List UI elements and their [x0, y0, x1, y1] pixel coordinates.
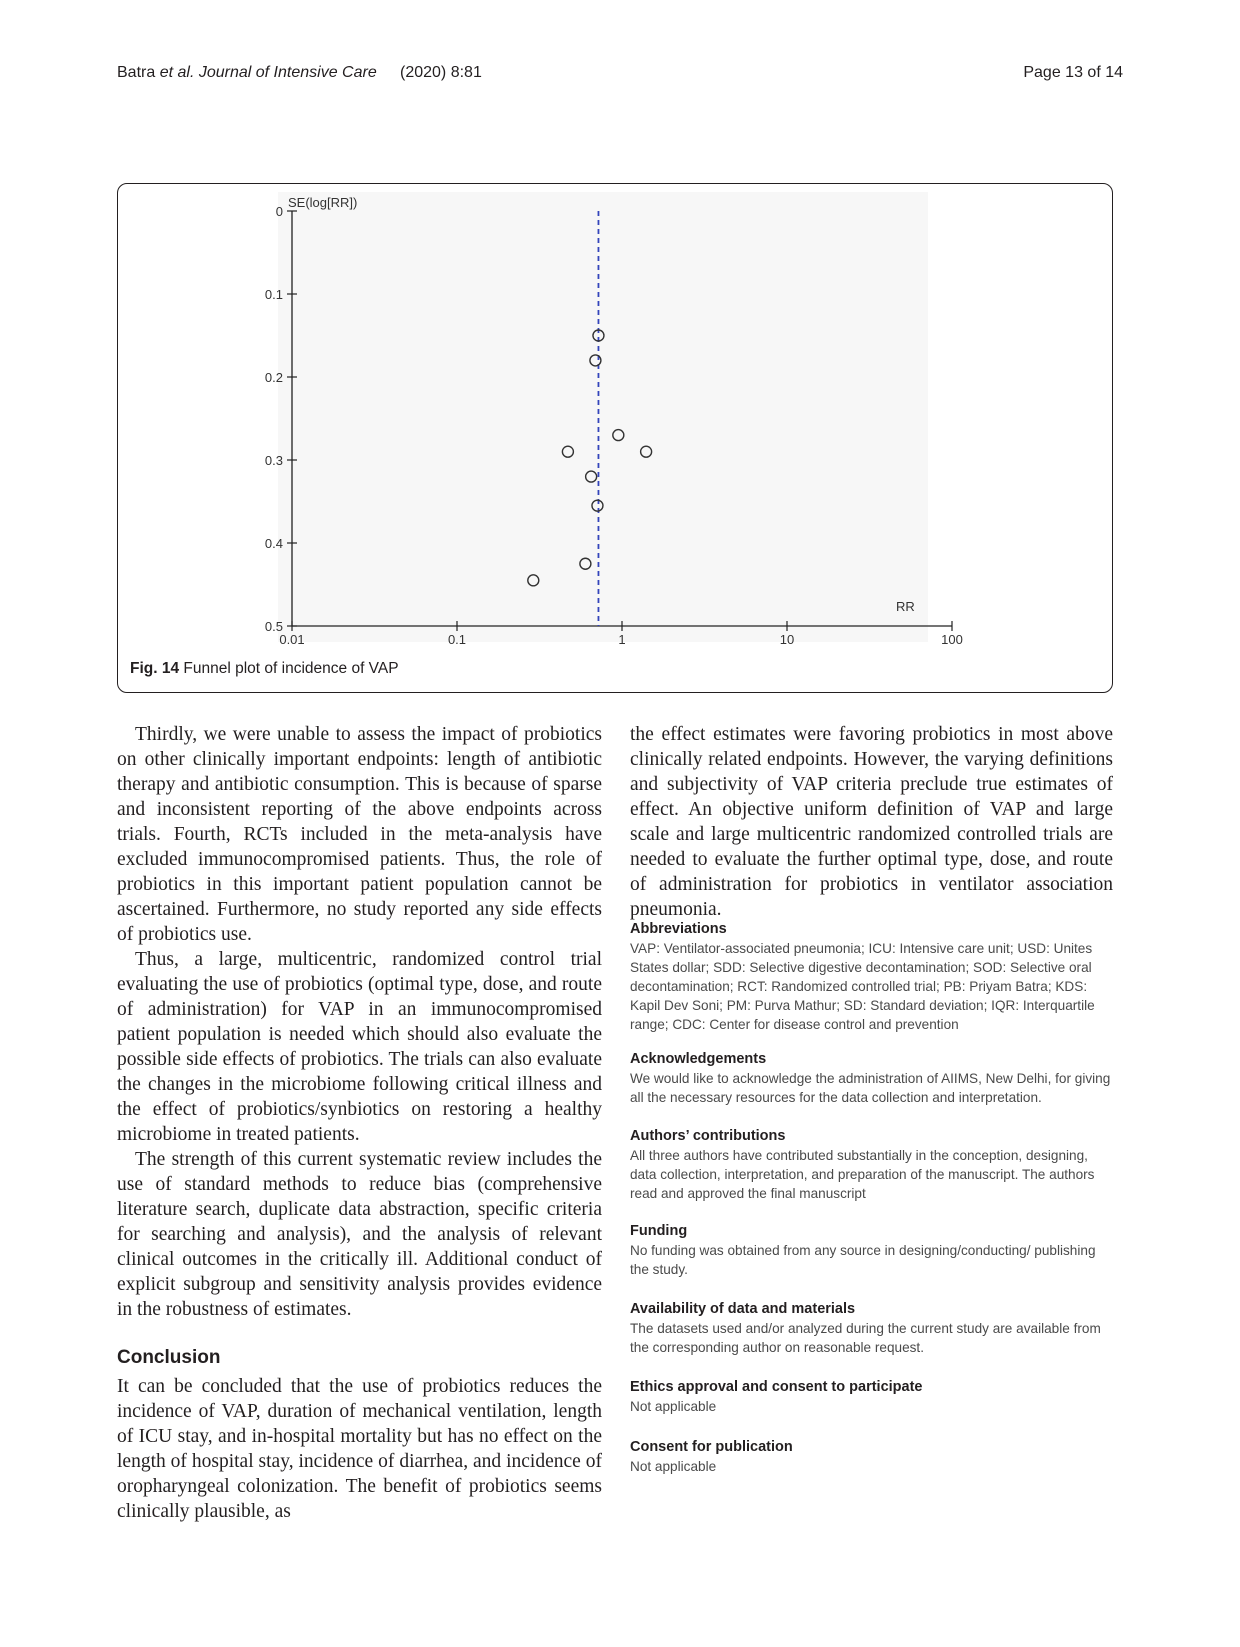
left-text-column [117, 722, 602, 1524]
x-tick-label: 100 [941, 632, 963, 647]
funnel-plot [118, 184, 1114, 654]
consent-heading: Consent for publication [630, 1439, 793, 1455]
header-journal: Journal of Intensive Care [198, 64, 377, 81]
y-tick-label: 0.5 [264, 619, 283, 634]
figure-caption [130, 660, 399, 678]
consent-section [630, 1438, 1113, 1476]
availability-heading: Availability of data and materials [630, 1301, 856, 1317]
funding-heading: Funding [630, 1223, 688, 1239]
ethics-section [630, 1378, 1113, 1416]
acknowledgements-section [630, 1050, 1113, 1107]
paragraph: The strength of this current systematic review includes the use of standard methods to reduce bias (comprehensive literature search, duplicate data abstraction, specific criteria for searching and analysis), and the analysis of relevant clinical outcomes in the critically ill. Additional conduct of explicit subgroup and sensitivity analysis provides evidence in the robustness of estimates. [117, 1149, 602, 1320]
ethics-body: Not applicable [630, 1399, 717, 1414]
acknowledgements-body: We would like to acknowledge the administration of AIIMS, New Delhi, for giving all the necessary resources for the data collection and interpretation. [630, 1071, 1111, 1105]
y-tick-label: 0.4 [264, 536, 283, 551]
header-year-volume: (2020) 8:81 [400, 64, 482, 81]
paragraph: the effect estimates were favoring probiotics in most above clinically related endpoints. However, the varying definitions and subjectivity of VAP criteria preclude true estimates of effect. An objective uniform definition of VAP and large scale and large multicentric randomized controlled trials are needed to evaluate the further optimal type, dose, and route of administration for probiotics in ventilator association pneumonia. [630, 724, 1113, 920]
consent-body: Not applicable [630, 1459, 717, 1474]
header-page-number: Page 13 of 14 [1023, 64, 1123, 81]
paragraph: It can be concluded that the use of probiotics reduces the incidence of VAP, duration of mechanical ventilation, length of ICU stay, and in-hospital mortality but has no effect on the length of hospital stay, incidence of diarrhea, and incidence of oropharyngeal colonization. The benefit of probiotics seems clinically plausible, as [117, 1376, 602, 1522]
funding-body: No funding was obtained from any source in designing/conducting/ publishing the study. [630, 1243, 1096, 1277]
x-tick-label: 10 [779, 632, 795, 647]
running-header [117, 64, 1123, 88]
ethics-heading: Ethics approval and consent to participate [630, 1379, 923, 1395]
header-citation [117, 64, 377, 82]
header-etal: et al. [159, 64, 195, 81]
figure-caption-text: Funnel plot of incidence of VAP [183, 660, 399, 677]
funding-section [630, 1222, 1113, 1279]
contributions-body: All three authors have contributed substantially in the conception, designing, data collection, interpretation, and preparation of the manuscript. The authors read and approved the final manuscript [630, 1148, 1095, 1201]
plot-background [275, 192, 928, 642]
abbreviations-section [630, 920, 1113, 1034]
y-axis-label: SE(log[RR]) [288, 195, 358, 210]
x-tick-label: 0.01 [279, 632, 305, 647]
acknowledgements-heading: Acknowledgements [630, 1051, 767, 1067]
abbreviations-body: VAP: Ventilator-associated pneumonia; ICU: Intensive care unit; USD: Unites States dollar; SDD: Selective digestive decontamination; SOD: Selective oral decontamination; RCT: Randomized controlled trial; PB: Priyam Batra; KDS: Kapil Dev Soni; PM: Purva Mathur; SD: Standard deviation; IQR: Interquartile range; CDC: Center for disease control and prevention [630, 941, 1095, 1032]
y-tick-label: 0.3 [264, 453, 283, 468]
section-heading-conclusion: Conclusion [117, 1347, 221, 1368]
figure-14 [117, 183, 1113, 693]
y-tick-label: 0 [275, 204, 283, 219]
figure-label: Fig. 14 [130, 660, 180, 677]
y-tick-label: 0.1 [264, 287, 283, 302]
availability-section [630, 1300, 1113, 1357]
paragraph: Thirdly, we were unable to assess the impact of probiotics on other clinically important endpoints: length of antibiotic therapy and antibiotic consumption. This is because of sparse and inconsistent reporting of the above endpoints across trials. Fourth, RCTs included in the meta-analysis have excluded immunocompromised patients. Thus, the role of probiotics in this important patient population cannot be ascertained. Furthermore, no study reported any side effects of probiotics use. [117, 724, 602, 945]
right-text-column [630, 722, 1113, 922]
y-tick-label: 0.2 [264, 370, 283, 385]
paragraph: Thus, a large, multicentric, randomized control trial evaluating the use of probiotics (optimal type, dose, and route of administration) for VAP in an immunocompromised patient population is needed which should also evaluate the possible side effects of probiotics. The trials can also evaluate the changes in the microbiome following critical illness and the effect of probiotics/synbiotics on restoring a healthy microbiome in treated patients. [117, 949, 602, 1145]
x-tick-label: 0.1 [447, 632, 467, 647]
authors-contributions-section [630, 1127, 1113, 1203]
abbreviations-heading: Abbreviations [630, 921, 727, 937]
availability-body: The datasets used and/or analyzed during the current study are available from the corresponding author on reasonable request. [630, 1321, 1101, 1355]
x-tick-label: 1 [618, 632, 626, 647]
header-authors: Batra [117, 64, 156, 81]
x-axis-label: RR [896, 599, 915, 614]
contributions-heading: Authors’ contributions [630, 1128, 786, 1144]
